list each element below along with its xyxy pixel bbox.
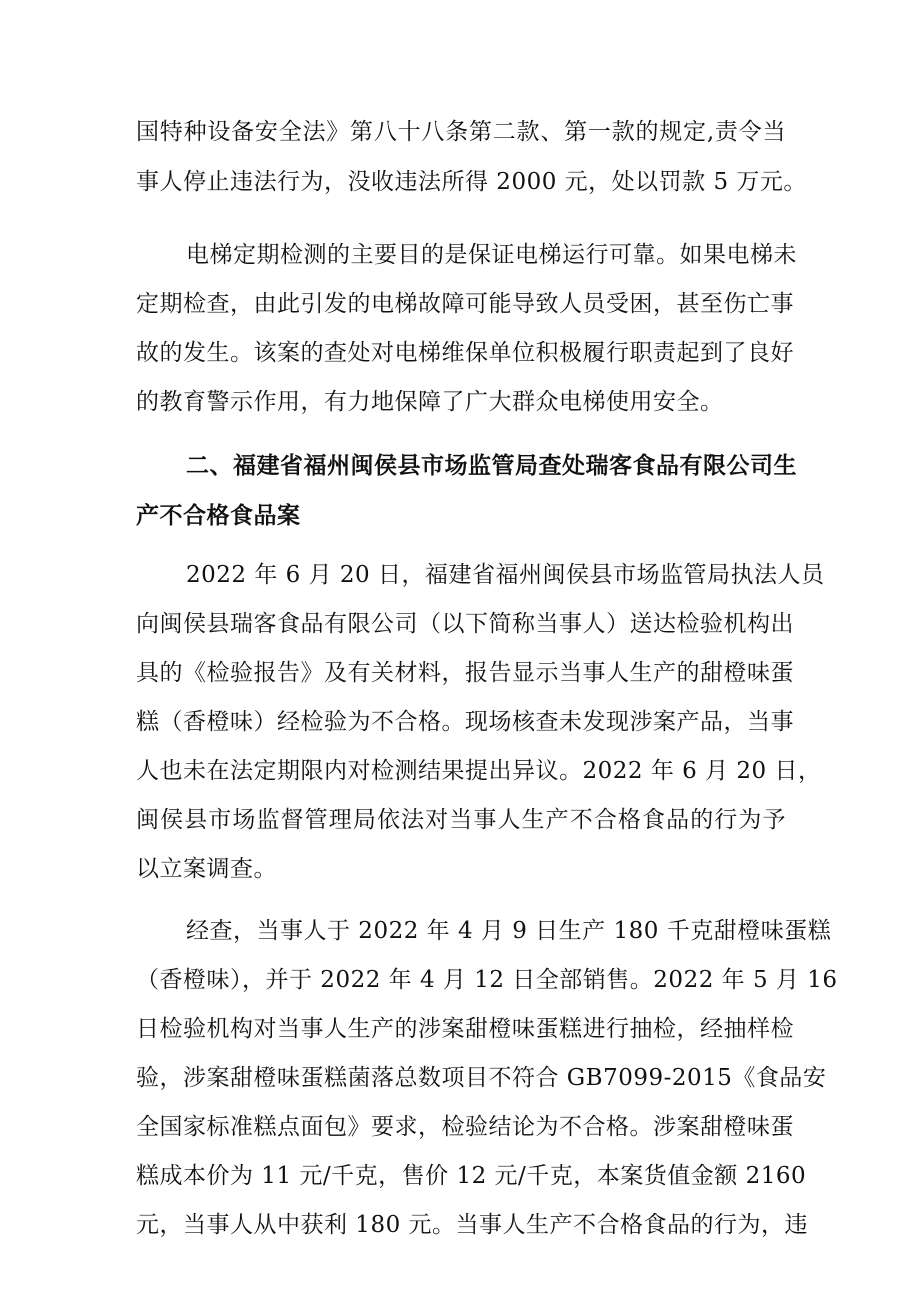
paragraph-4-line-2: （香橙味），并于 2022 年 4 月 12 日全部销售。2022 年 5 月 16 (136, 967, 838, 993)
paragraph-4-line-1: 经查，当事人于 2022 年 4 月 9 日生产 180 千克甜橙味蛋糕 (186, 918, 832, 944)
section-heading-line-1: 二、福建省福州闽侯县市场监管局查处瑞客食品有限公司生 (186, 453, 797, 479)
paragraph-2-line-2: 定期检查，由此引发的电梯故障可能导致人员受困，甚至伤亡事 (136, 291, 794, 317)
paragraph-3-line-3: 具的《检验报告》及有关材料，报告显示当事人生产的甜橙味蛋 (136, 660, 794, 686)
paragraph-3-line-7: 以立案调查。 (136, 856, 277, 882)
paragraph-3-line-1: 2022 年 6 月 20 日，福建省福州闽侯县市场监管局执法人员 (186, 562, 825, 588)
paragraph-2-line-3: 故的发生。该案的查处对电梯维保单位积极履行职责起到了良好 (136, 340, 794, 366)
paragraph-4-line-3: 日检验机构对当事人生产的涉案甜橙味蛋糕进行抽检，经抽样检 (136, 1016, 794, 1042)
paragraph-2-line-4: 的教育警示作用，有力地保障了广大群众电梯使用安全。 (136, 389, 724, 415)
paragraph-4-line-4: 验，涉案甜橙味蛋糕菌落总数项目不符合 GB7099-2015《食品安 (136, 1065, 827, 1091)
paragraph-1-line-1: 国特种设备安全法》第八十八条第二款、第一款的规定,责令当 (136, 119, 786, 145)
paragraph-3-line-5: 人也未在法定期限内对检测结果提出异议。2022 年 6 月 20 日， (136, 758, 822, 784)
section-heading-line-2: 产不合格食品案 (136, 503, 301, 529)
paragraph-3-line-6: 闽侯县市场监督管理局依法对当事人生产不合格食品的行为予 (136, 807, 786, 833)
paragraph-4-line-6: 糕成本价为 11 元/千克，售价 12 元/千克，本案货值金额 2160 (136, 1163, 807, 1189)
paragraph-3-line-4: 糕（香橙味）经检验为不合格。现场核查未发现涉案产品，当事 (136, 709, 794, 735)
paragraph-1-line-2: 事人停止违法行为，没收违法所得 2000 元，处以罚款 5 万元。 (136, 169, 807, 195)
paragraph-2-line-1: 电梯定期检测的主要目的是保证电梯运行可靠。如果电梯未 (186, 242, 797, 268)
paragraph-3-line-2: 向闽侯县瑞客食品有限公司（以下简称当事人）送达检验机构出 (136, 611, 794, 637)
paragraph-4-line-5: 全国家标准糕点面包》要求，检验结论为不合格。涉案甜橙味蛋 (136, 1114, 794, 1140)
paragraph-4-line-7: 元，当事人从中获利 180 元。当事人生产不合格食品的行为，违 (136, 1212, 809, 1238)
